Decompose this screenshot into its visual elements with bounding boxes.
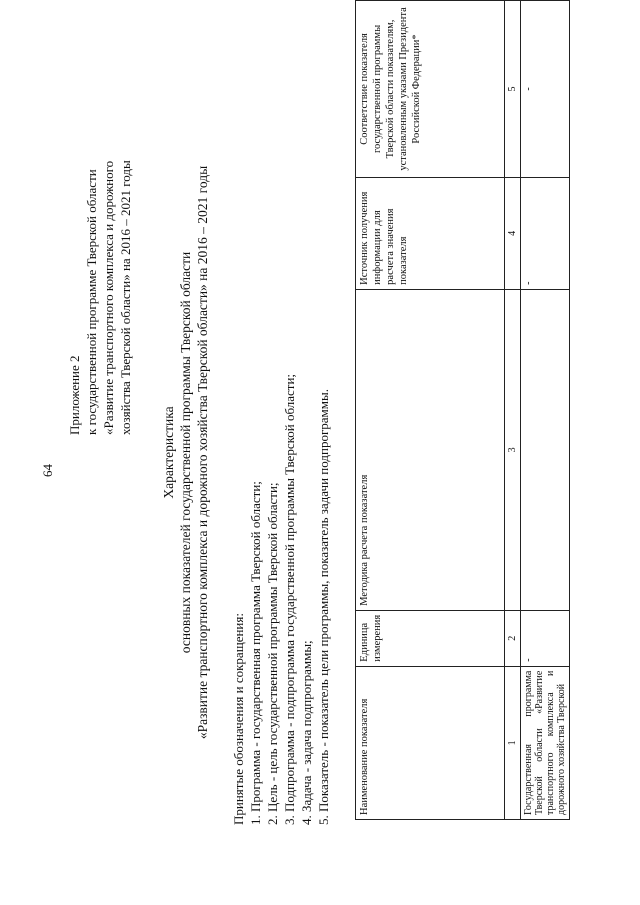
appendix-line: «Развитие транспортного комплекса и дорожного [101,160,116,435]
column-number: 4 [505,177,521,289]
table-cell: Государственная программа Тверской области «Развитие транспортного комплекса и дорожного хозяйства Тверской [521,666,570,819]
table-header-row [356,1,505,820]
indicators-table [355,0,570,820]
legend-item: 3. Подпрограмма - подпрограмма государственной программы Тверской области; [282,373,297,825]
column-number: 2 [505,610,521,666]
abbreviations-legend [230,374,332,825]
column-number: 5 [505,1,521,178]
legend-item: 5. Показатель - показатель цели программы, показатель задачи подпрограммы. [316,389,331,825]
column-header: Соответствие показателя государственной программы Тверской области показателям, установленным указами Президента Российской Федерации* [356,1,505,178]
appendix-block [66,35,134,435]
table-row [521,1,570,820]
page-number: 64 [40,464,55,477]
appendix-line: Приложение 2 [67,355,82,435]
column-header: Источник получения информации для расчета значения показателя [356,177,505,289]
column-number: 1 [505,666,521,819]
legend-item: 2. Цель - цель государственной программы Тверской области; [265,482,280,825]
column-header: Единица измерения [356,610,505,666]
appendix-line: хозяйства Тверской области» на 2016 – 2021 годы [118,160,133,435]
document-subtitle: основных показателей государственной программы Тверской области [178,251,193,654]
legend-item: 1. Программа - государственная программа Тверской области; [248,481,263,825]
table-cell [521,289,570,610]
column-number-row [505,1,521,820]
table-cell: - [521,1,570,178]
document-subtitle: «Развитие транспортного комплекса и дорожного хозяйства Тверской области» на 2016 – 2021 годы [195,165,210,740]
column-number: 3 [505,289,521,610]
table-cell: - [521,177,570,289]
appendix-line: к государственной программе Тверской области [84,169,99,435]
legend-item: 4. Задача - задача подпрограммы; [299,640,314,825]
column-header: Методика расчета показателя [356,289,505,610]
legend-heading: Принятые обозначения и сокращения: [231,613,246,825]
document-title: Характеристика [161,406,176,499]
table-cell: - [521,610,570,666]
column-header: Наименование показателя [356,666,505,819]
